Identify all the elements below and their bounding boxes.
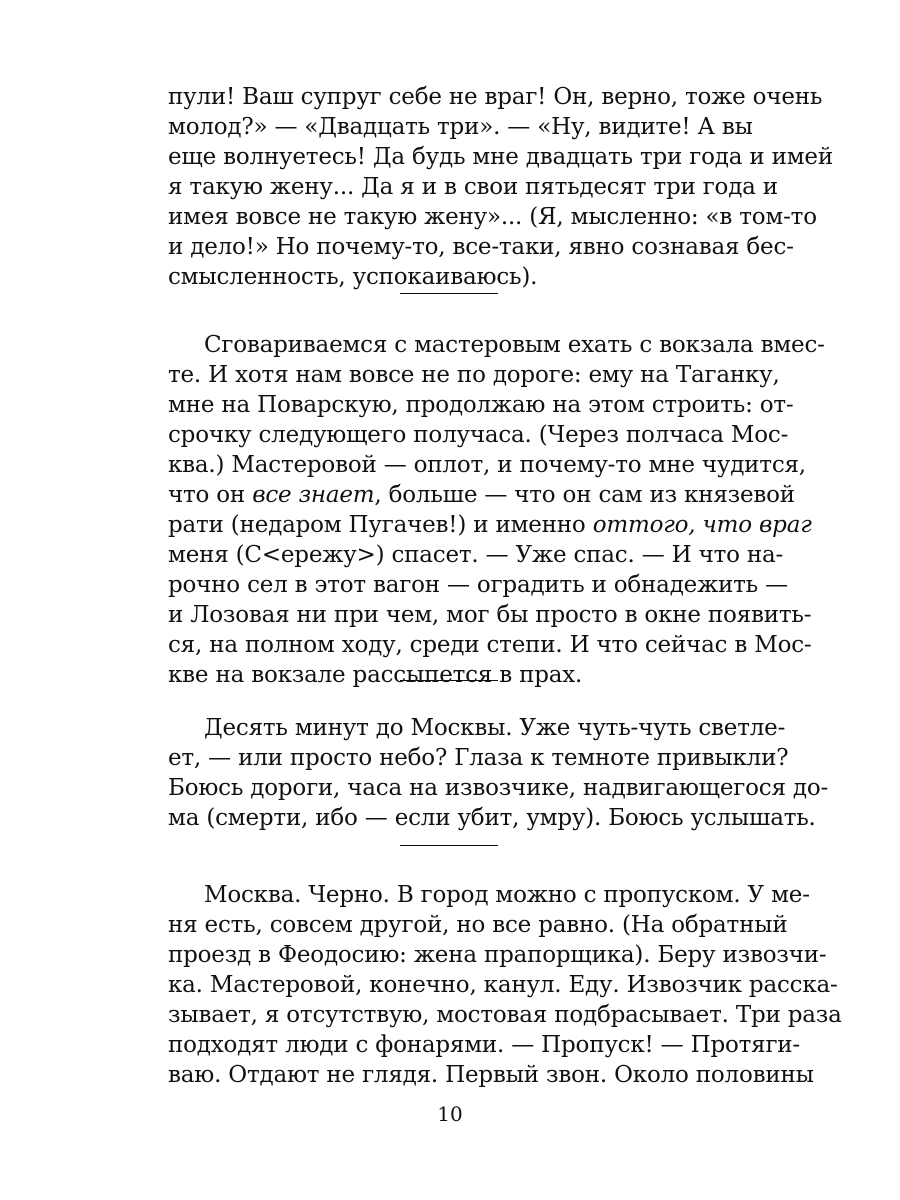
section-divider: [400, 293, 498, 294]
text-line: молод?» — «Двадцать три». — «Ну, видите! А вы: [168, 114, 753, 140]
text-line: Сговариваемся с мастеровым ехать с вокзала вмес-: [204, 332, 825, 358]
text-line: [168, 510, 812, 540]
text-segment: что он: [168, 482, 253, 508]
italic-text: оттого, что враг: [592, 512, 812, 538]
text-line: мне на Поварскую, продолжаю на этом строить: от-: [168, 392, 794, 418]
section-divider: [400, 845, 498, 846]
text-line: смысленность, успокаиваюсь).: [168, 264, 538, 290]
italic-text: все знает: [252, 482, 375, 508]
text-line: ет, — или просто небо? Глаза к темноте привыкли?: [168, 745, 789, 771]
text-line: [168, 480, 795, 510]
text-line: ква.) Мастеровой — оплот, и почему-то мне чудится,: [168, 452, 806, 478]
text-line: ня есть, совсем другой, но все равно. (На обратный: [168, 912, 788, 938]
text-line: пули! Ваш супруг себе не враг! Он, верно, тоже очень: [168, 84, 823, 110]
text-line: ся, на полном ходу, среди степи. И что сейчас в Мос-: [168, 632, 812, 658]
text-line: и Лозовая ни при чем, мог бы просто в окне появить-: [168, 602, 812, 628]
text-line: подходят люди с фонарями. — Пропуск! — Протяги-: [168, 1032, 800, 1058]
text-line: рочно сел в этот вагон — оградить и обнадежить —: [168, 572, 788, 598]
text-segment: рати (недаром Пугачев!) и именно: [168, 512, 593, 538]
text-line: кве на вокзале рассыпется в прах.: [168, 662, 583, 688]
text-line: и дело!» Но почему-то, все-таки, явно сознавая бес-: [168, 234, 794, 260]
text-line: проезд в Феодосию: жена прапорщика). Беру извозчи-: [168, 942, 827, 968]
text-line: ваю. Отдают не глядя. Первый звон. Около половины: [168, 1062, 814, 1088]
text-line: я такую жену... Да я и в свои пятьдесят три года и: [168, 174, 778, 200]
text-line: Боюсь дороги, часа на извозчике, надвигающегося до-: [168, 775, 829, 801]
text-line: Москва. Черно. В город можно с пропуском. У ме-: [204, 882, 810, 908]
page-number: 10: [437, 1102, 463, 1126]
text-line: зывает, я отсутствую, мостовая подбрасывает. Три раза: [168, 1002, 842, 1028]
text-segment: , больше — что он сам из князевой: [374, 482, 795, 508]
text-line: ма (смерти, ибо — если убит, умру). Боюсь услышать.: [168, 805, 816, 831]
section-divider: [400, 680, 498, 681]
text-line: те. И хотя нам вовсе не по дороге: ему на Таганку,: [168, 362, 780, 388]
text-line: имея вовсе не такую жену»... (Я, мысленно: «в том-то: [168, 204, 817, 230]
text-line: ка. Мастеровой, конечно, канул. Еду. Извозчик расска-: [168, 972, 838, 998]
text-line: срочку следующего получаса. (Через полчаса Мос-: [168, 422, 789, 448]
text-line: меня (С<ережу>) спасет. — Уже спас. — И что на-: [168, 542, 784, 568]
text-line: Десять минут до Москвы. Уже чуть-чуть светле-: [204, 715, 786, 741]
text-line: еще волнуетесь! Да будь мне двадцать три года и имей: [168, 144, 833, 170]
